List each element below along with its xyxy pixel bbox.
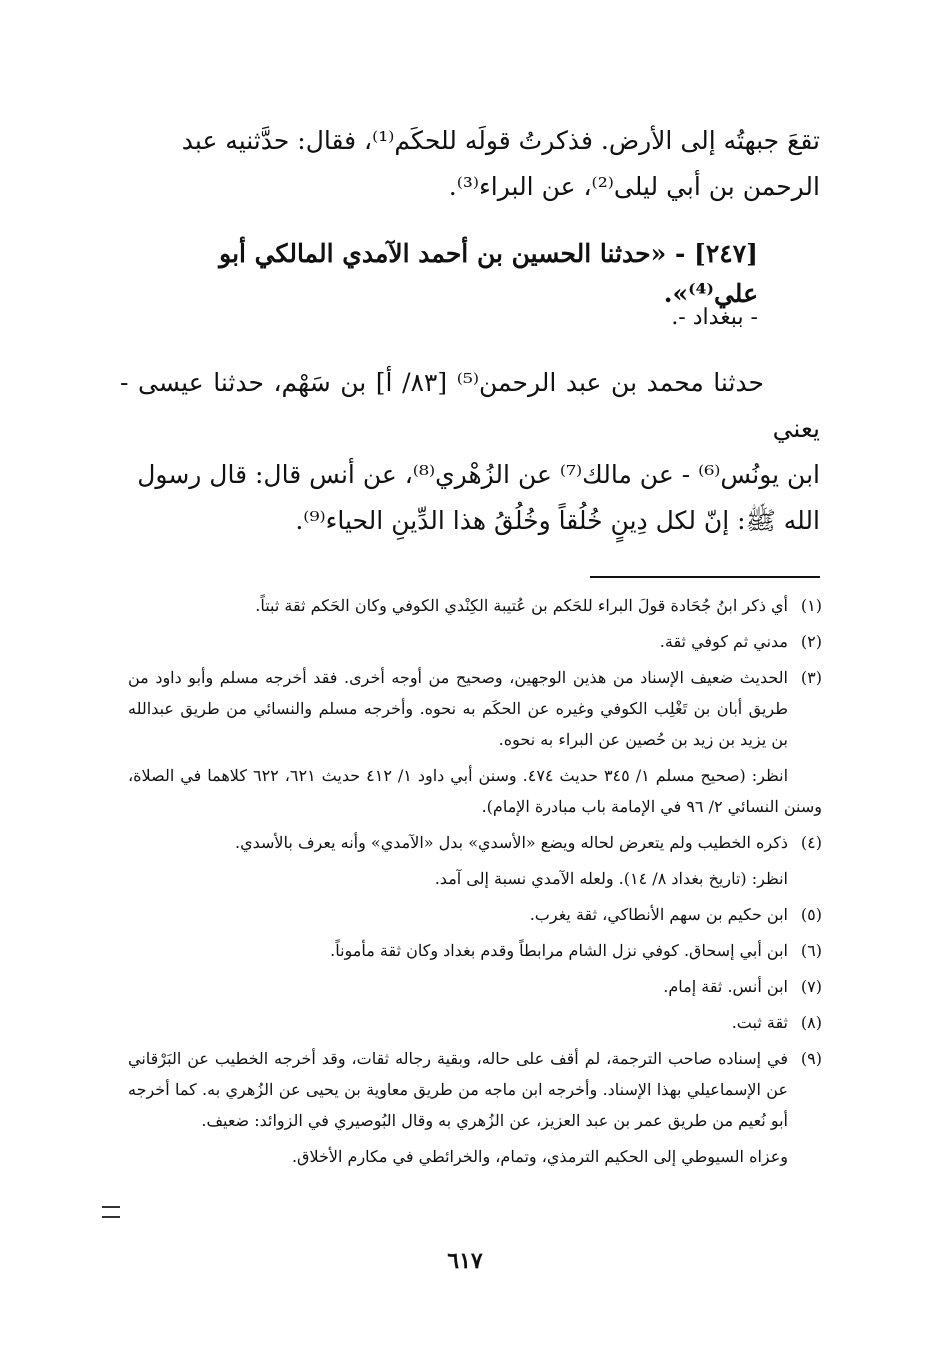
narration-1-line-2: الرحمن بن أبي ليلى⁽²⁾، عن البراء⁽³⁾.: [448, 172, 820, 201]
footnote-4-reference: انظر: (تاريخ بغداد ٨/ ١٤). ولعله الآمدي نسبة إلى آمد.: [434, 869, 788, 888]
narration-2-line-1: حدثنا محمد بن عبد الرحمن⁽⁵⁾ [٨٣/ أ] بن سَهْم، حدثنا عيسى - يعني: [120, 368, 820, 443]
narration-paragraph-2: [120, 360, 820, 544]
footnote: [128, 626, 822, 657]
footnote: [128, 662, 822, 755]
footnote-separator: [590, 576, 820, 578]
footnote-9-reference: وعزاه السيوطي إلى الحكيم الترمذي، وتمام، والخرائطي في مكارم الأخلاق.: [291, 1147, 788, 1166]
footnote-3-reference: انظر: (صحيح مسلم ١/ ٣٤٥ حديث ٤٧٤. وسنن أبي داود ١/ ٤١٢ حديث ٦٢١، ٦٢٢ كلاهما في الصلاة، وسنن النسائي ٢/ ٩٦ في الإمامة باب مبادرة الإمام).: [128, 766, 822, 816]
footnote-text: مدني ثم كوفي ثقة.: [659, 632, 788, 651]
footnote-text: ابن أبي إسحاق. كوفي نزل الشام مرابطاً وقدم بغداد وكان ثقة مأموناً.: [330, 941, 788, 960]
narration-2-line-1-wrap: [120, 360, 820, 452]
footnote-text: ثقة ثبت.: [731, 1013, 788, 1032]
narration-2-line-2: ابن يونُس⁽⁶⁾ - عن مالك⁽⁷⁾ عن الزُهْري⁽⁸⁾، عن أنس قال: قال رسول: [137, 460, 820, 489]
narration-1-line-1: تقعَ جبهتُه إلى الأرض. فذكرتُ قولَه للحكَم⁽¹⁾، فقال: حدَّثنيه عبد: [181, 126, 820, 155]
footnote-number: (٢): [800, 632, 822, 651]
narration-paragraph-1: [120, 118, 820, 210]
footnote-number: (١): [800, 596, 822, 615]
footnote-number: (٤): [800, 833, 822, 852]
footnotes: [128, 590, 822, 1177]
footnote-text: أي ذكر ابنُ جُحَادة قولَ البراء للحَكم بن عُتيبة الكِنْدي الكوفي وكان الحَكم ثقة ثبتاً.: [255, 596, 788, 615]
footnote-number: (٧): [800, 977, 822, 996]
footnote-number: (٥): [800, 905, 822, 924]
footnote: [128, 899, 822, 930]
footnote: [128, 827, 822, 858]
footnote-text: ابن حكيم بن سهم الأنطاكي، ثقة يغرب.: [529, 905, 788, 924]
footnote: [128, 935, 822, 966]
footnote-text: في إسناده صاحب الترجمة، لم أقف على حاله، وبقية رجاله ثقات، وقد أخرجه الخطيب عن البَرْقاني عن الإسماعيلي بهذا الإسناد. وأخرجه ابن ماجه من طريق معاوية بن يحيى عن الزُهري به. كما أخرجه أبو نُعيم من طريق عمر بن عبد العزيز، عن الزُهري به وقال البُوصيري في الزوائد: ضعيف.: [128, 1049, 788, 1130]
footnote-text: الحديث ضعيف الإسناد من هذين الوجهين، وصحيح من أوجه أخرى. فقد أخرجه مسلم وأبو داود من طريق أبان بن تَغْلِب الكوفي وغيره عن الحكَم به نحوه. وأخرجه مسلم والنسائي من طريق عبدالله بن يزيد بن زيد بن حُصين عن البراء به نحوه.: [128, 668, 789, 749]
footnote-text: ذكره الخطيب ولم يتعرض لحاله ويضع «الأسدي» بدل «الآمدي» وأنه يعرف بالأسدي.: [235, 833, 788, 852]
footnote-number: (٩): [800, 1049, 822, 1068]
footnote-text: ابن أنس. ثقة إمام.: [663, 977, 788, 996]
page-number: ٦١٧: [447, 1248, 483, 1274]
footnote-number: (٦): [800, 941, 822, 960]
footnote: [128, 971, 822, 1002]
narration-2-line-3: الله ﷺ: إنّ لكل دِينٍ خُلُقاً وخُلُقُ هذا الدِّينِ الحياء⁽⁹⁾.: [295, 506, 820, 535]
footnote-number: (٣): [800, 668, 823, 687]
entry-heading: [٢٤٧] - «حدثنا الحسين بن أحمد الآمدي المالكي أبو علي⁽⁴⁾».: [219, 239, 758, 308]
footnote: [128, 590, 822, 621]
entry-place: - ببغداد -.: [671, 305, 758, 330]
footnote-number: (٨): [800, 1013, 822, 1032]
footnote: [128, 1007, 822, 1038]
footnote: [128, 1043, 822, 1136]
margin-mark: [102, 1206, 120, 1218]
